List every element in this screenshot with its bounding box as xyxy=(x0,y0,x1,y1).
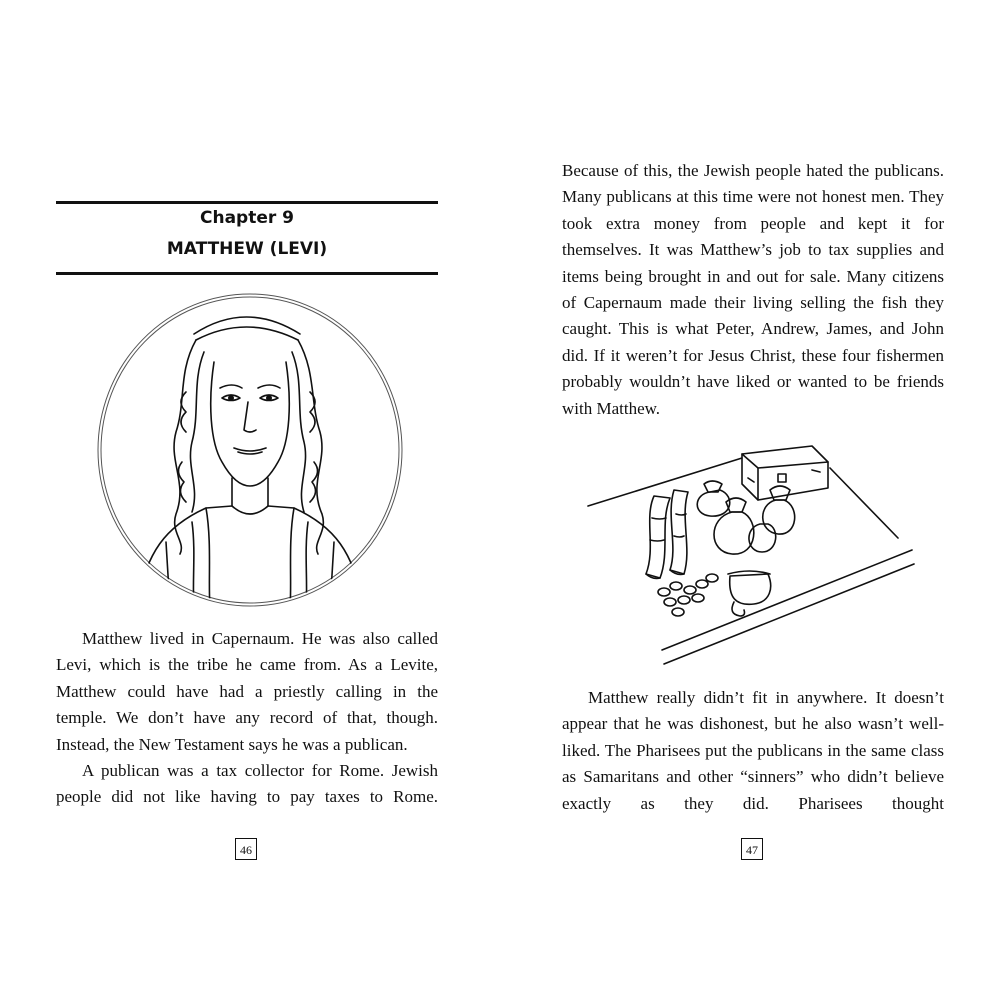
right-paragraph-1: Because of this, the Jewish people hated the publicans. Many publicans at this time were not honest men. They took extra money from people and kept it for themselves. It was Matthew’s job to tax supplies and items being brought in and out for sale. Many citizens of Capernaum made their living selling the fish they caught. This is what Peter, Andrew, James, and John did. If it weren’t for Jesus Christ, these four fishermen probably wouldn’t have liked or wanted to be friends with Matthew. xyxy=(562,161,944,418)
right-body-text-bottom xyxy=(562,685,944,817)
left-body-text xyxy=(56,626,438,811)
chapter-label: Chapter 9 xyxy=(199,208,294,228)
chapter-title: MATTHEW (LEVI) xyxy=(166,239,328,259)
matthew-portrait-icon xyxy=(96,292,404,608)
right-body-text-top xyxy=(562,158,944,422)
chapter-bottom-rule xyxy=(56,272,438,275)
left-paragraph-2: A publican was a tax collector for Rome. Jewish people did not like having to pay taxes to Rome. xyxy=(56,761,438,807)
right-paragraph-2: Matthew really didn’t fit in anywhere. It doesn’t appear that he was dishonest, but he also wasn’t well-liked. The Pharisees put the publicans in the same class as Samaritans and other “sinners” who didn’t believe exactly as they did. Pharisees thought xyxy=(562,688,944,813)
chapter-top-rule xyxy=(56,201,438,204)
page-number-right: 47 xyxy=(741,838,763,860)
page-number-left: 46 xyxy=(235,838,257,860)
left-paragraph-1: Matthew lived in Capernaum. He was also called Levi, which is the tribe he came from. As a Levite, Matthew could have had a priestly calling in the temple. We don’t have any record of that, though. Instead, the New Testament says he was a publican. xyxy=(56,629,438,754)
tax-table-illustration-icon xyxy=(582,428,922,673)
right-page xyxy=(500,0,1000,1000)
